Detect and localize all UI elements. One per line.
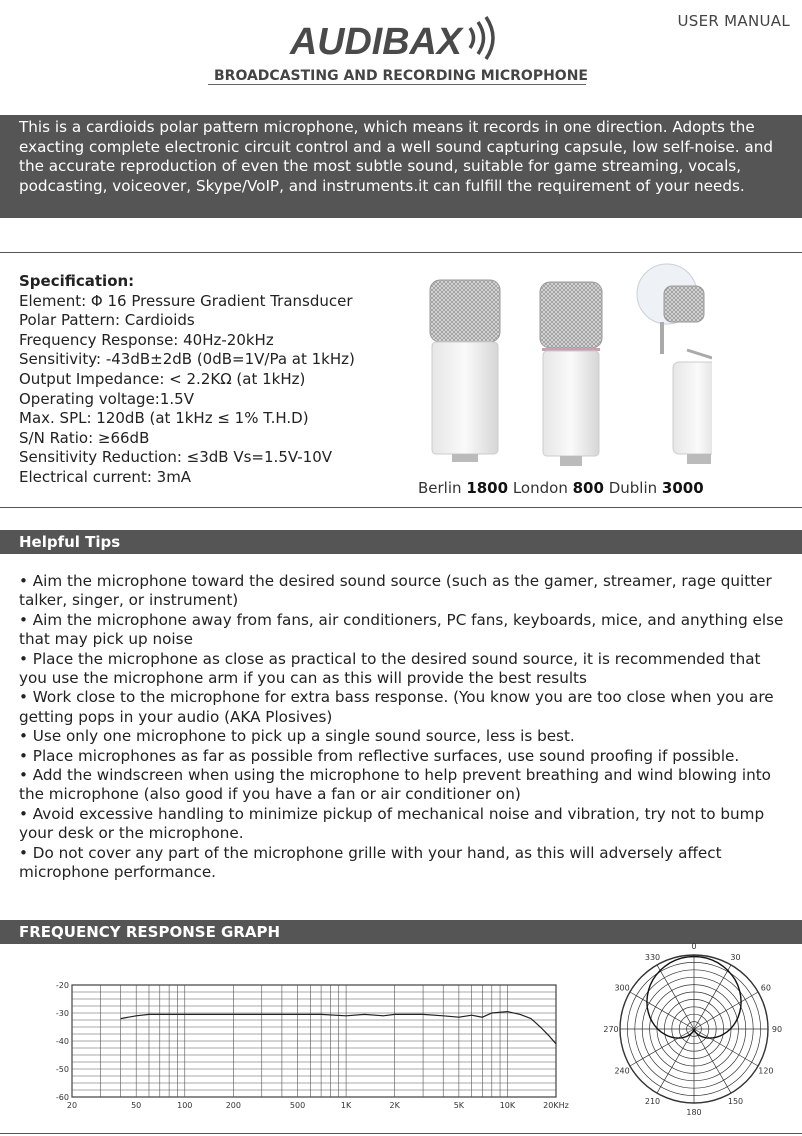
model-name: London bbox=[512, 479, 568, 497]
polar-angle-label: 120 bbox=[758, 1066, 774, 1076]
london-mic-icon bbox=[540, 282, 602, 466]
x-tick-label: 1K bbox=[340, 1101, 352, 1110]
x-tick-label: 500 bbox=[289, 1101, 306, 1110]
intro-banner: This is a cardioids polar pattern microphone, which means it records in one direction. Adopts the exacting complete electronic circuit control and a well sound capturing capsule, low self-noise. and the accurate reproduction of even the most subtle sound, suitable for game streaming, vocals, podcasting, voiceover, Skype/VoIP, and instruments.it can fulfill the requirement of your needs. bbox=[0, 115, 802, 218]
divider bbox=[0, 1133, 802, 1134]
polar-spoke bbox=[630, 992, 694, 1029]
audibax-logo bbox=[288, 14, 498, 62]
polar-angle-label: 180 bbox=[686, 1108, 702, 1117]
spec-line: Electrical current: 3mA bbox=[19, 467, 192, 486]
tip-item: • Aim the microphone toward the desired sound source (such as the gamer, streamer, rage quitter talker, singer, or instrument) bbox=[19, 572, 772, 610]
polar-angle-label: 90 bbox=[771, 1025, 783, 1034]
polar-angle-label: 150 bbox=[727, 1096, 744, 1106]
polar-angle-label: 270 bbox=[603, 1025, 619, 1034]
polar-spoke bbox=[694, 965, 731, 1029]
polar-angle-label: 30 bbox=[730, 953, 741, 963]
microphone-models-image bbox=[412, 262, 712, 472]
frequency-graph-heading: FREQUENCY RESPONSE GRAPH bbox=[0, 920, 802, 944]
model-number: 800 bbox=[572, 479, 604, 497]
x-tick-label: 2K bbox=[389, 1101, 400, 1110]
y-tick-label: -40 bbox=[55, 1037, 69, 1046]
y-tick-label: -60 bbox=[55, 1093, 69, 1102]
model-name: Dublin bbox=[608, 479, 658, 497]
polar-spoke bbox=[630, 1029, 694, 1066]
user-manual-label: USER MANUAL bbox=[677, 12, 790, 30]
divider bbox=[0, 507, 802, 508]
tips-list bbox=[19, 572, 789, 883]
spec-line: S/N Ratio: ≥66dB bbox=[19, 428, 150, 447]
specification-block bbox=[19, 272, 355, 488]
x-tick-label: 10K bbox=[499, 1101, 516, 1110]
subtitle: BROADCASTING AND RECORDING MICROPHONE bbox=[214, 68, 588, 84]
spec-line: Polar Pattern: Cardioids bbox=[19, 311, 195, 330]
polar-spoke bbox=[657, 965, 694, 1029]
polar-spoke bbox=[694, 1029, 731, 1093]
polar-spoke bbox=[694, 1029, 758, 1066]
polar-pattern-chart bbox=[598, 942, 798, 1118]
polar-spoke bbox=[694, 992, 758, 1029]
spec-heading: Specification: bbox=[19, 272, 135, 290]
frequency-response-chart bbox=[40, 975, 580, 1115]
berlin-mic-icon bbox=[430, 280, 500, 462]
model-number: 1800 bbox=[466, 479, 509, 497]
polar-angle-label: 210 bbox=[644, 1096, 661, 1106]
polar-angle-label: 60 bbox=[760, 983, 771, 993]
dublin-mic-icon bbox=[637, 264, 712, 464]
polar-spoke bbox=[657, 1029, 694, 1093]
spec-line: Max. SPL: 120dB (at 1kHz ≤ 1% T.H.D) bbox=[19, 409, 309, 428]
polar-angle-label: 240 bbox=[614, 1066, 630, 1076]
helpful-tips-heading: Helpful Tips bbox=[0, 530, 802, 554]
x-tick-label: 100 bbox=[177, 1101, 193, 1110]
model-caption bbox=[418, 479, 704, 497]
tip-item: • Add the windscreen when using the microphone to help prevent breathing and wind blowing into the microphone (also good if you have a fan or air conditioner on) bbox=[19, 766, 771, 804]
polar-angle-label: 300 bbox=[614, 983, 630, 993]
spec-line: Element: Φ 16 Pressure Gradient Transducer bbox=[19, 291, 353, 310]
polar-angle-label: 0 bbox=[691, 942, 697, 951]
y-tick-label: -30 bbox=[55, 1009, 69, 1018]
x-tick-label: 20KHz bbox=[543, 1101, 569, 1110]
spec-line: Sensitivity Reduction: ≤3dB Vs=1.5V-10V bbox=[19, 448, 333, 467]
subtitle-underline bbox=[208, 84, 586, 85]
tip-item: • Place microphones as far as possible from reflective surfaces, use sound proofing if possible. bbox=[19, 746, 740, 765]
model-name: Berlin bbox=[418, 479, 462, 497]
y-tick-label: -50 bbox=[55, 1065, 69, 1074]
x-tick-label: 20 bbox=[66, 1101, 78, 1110]
x-tick-label: 50 bbox=[131, 1101, 142, 1110]
y-tick-label: -20 bbox=[55, 981, 69, 990]
tip-item: • Avoid excessive handling to minimize pickup of mechanical noise and vibration, try not to bump your desk or the microphone. bbox=[19, 804, 765, 843]
spec-line: Sensitivity: -43dB±2dB (0dB=1V/Pa at 1kHz) bbox=[19, 350, 355, 369]
polar-angle-label: 330 bbox=[644, 953, 661, 963]
x-tick-label: 200 bbox=[225, 1101, 241, 1110]
spec-line: Frequency Response: 40Hz-20kHz bbox=[19, 330, 274, 349]
spec-line: Output Impedance: < 2.2KΩ (at 1kHz) bbox=[19, 369, 306, 388]
divider bbox=[0, 252, 802, 253]
tip-item: • Do not cover any part of the microphone grille with your hand, as this will adversely affect microphone performance. bbox=[19, 843, 722, 882]
tip-item: • Place the microphone as close as practical to the desired sound source, it is recommended that you use the microphone arm if you can as this will provide the best results bbox=[19, 649, 761, 688]
tip-item: • Work close to the microphone for extra bass response. (You know you are too close when you are getting pops in your audio (AKA Plosives) bbox=[19, 688, 774, 726]
svg-text:AUDIBAX: AUDIBAX bbox=[289, 21, 465, 62]
tip-item: • Aim the microphone away from fans, air conditioners, PC fans, keyboards, mice, and anything else that may pick up noise bbox=[19, 610, 784, 649]
spec-line: Operating voltage:1.5V bbox=[19, 389, 194, 408]
model-number: 3000 bbox=[661, 479, 704, 497]
x-tick-label: 5K bbox=[453, 1101, 465, 1110]
tip-item: • Use only one microphone to pick up a single sound source, less is best. bbox=[19, 727, 575, 746]
